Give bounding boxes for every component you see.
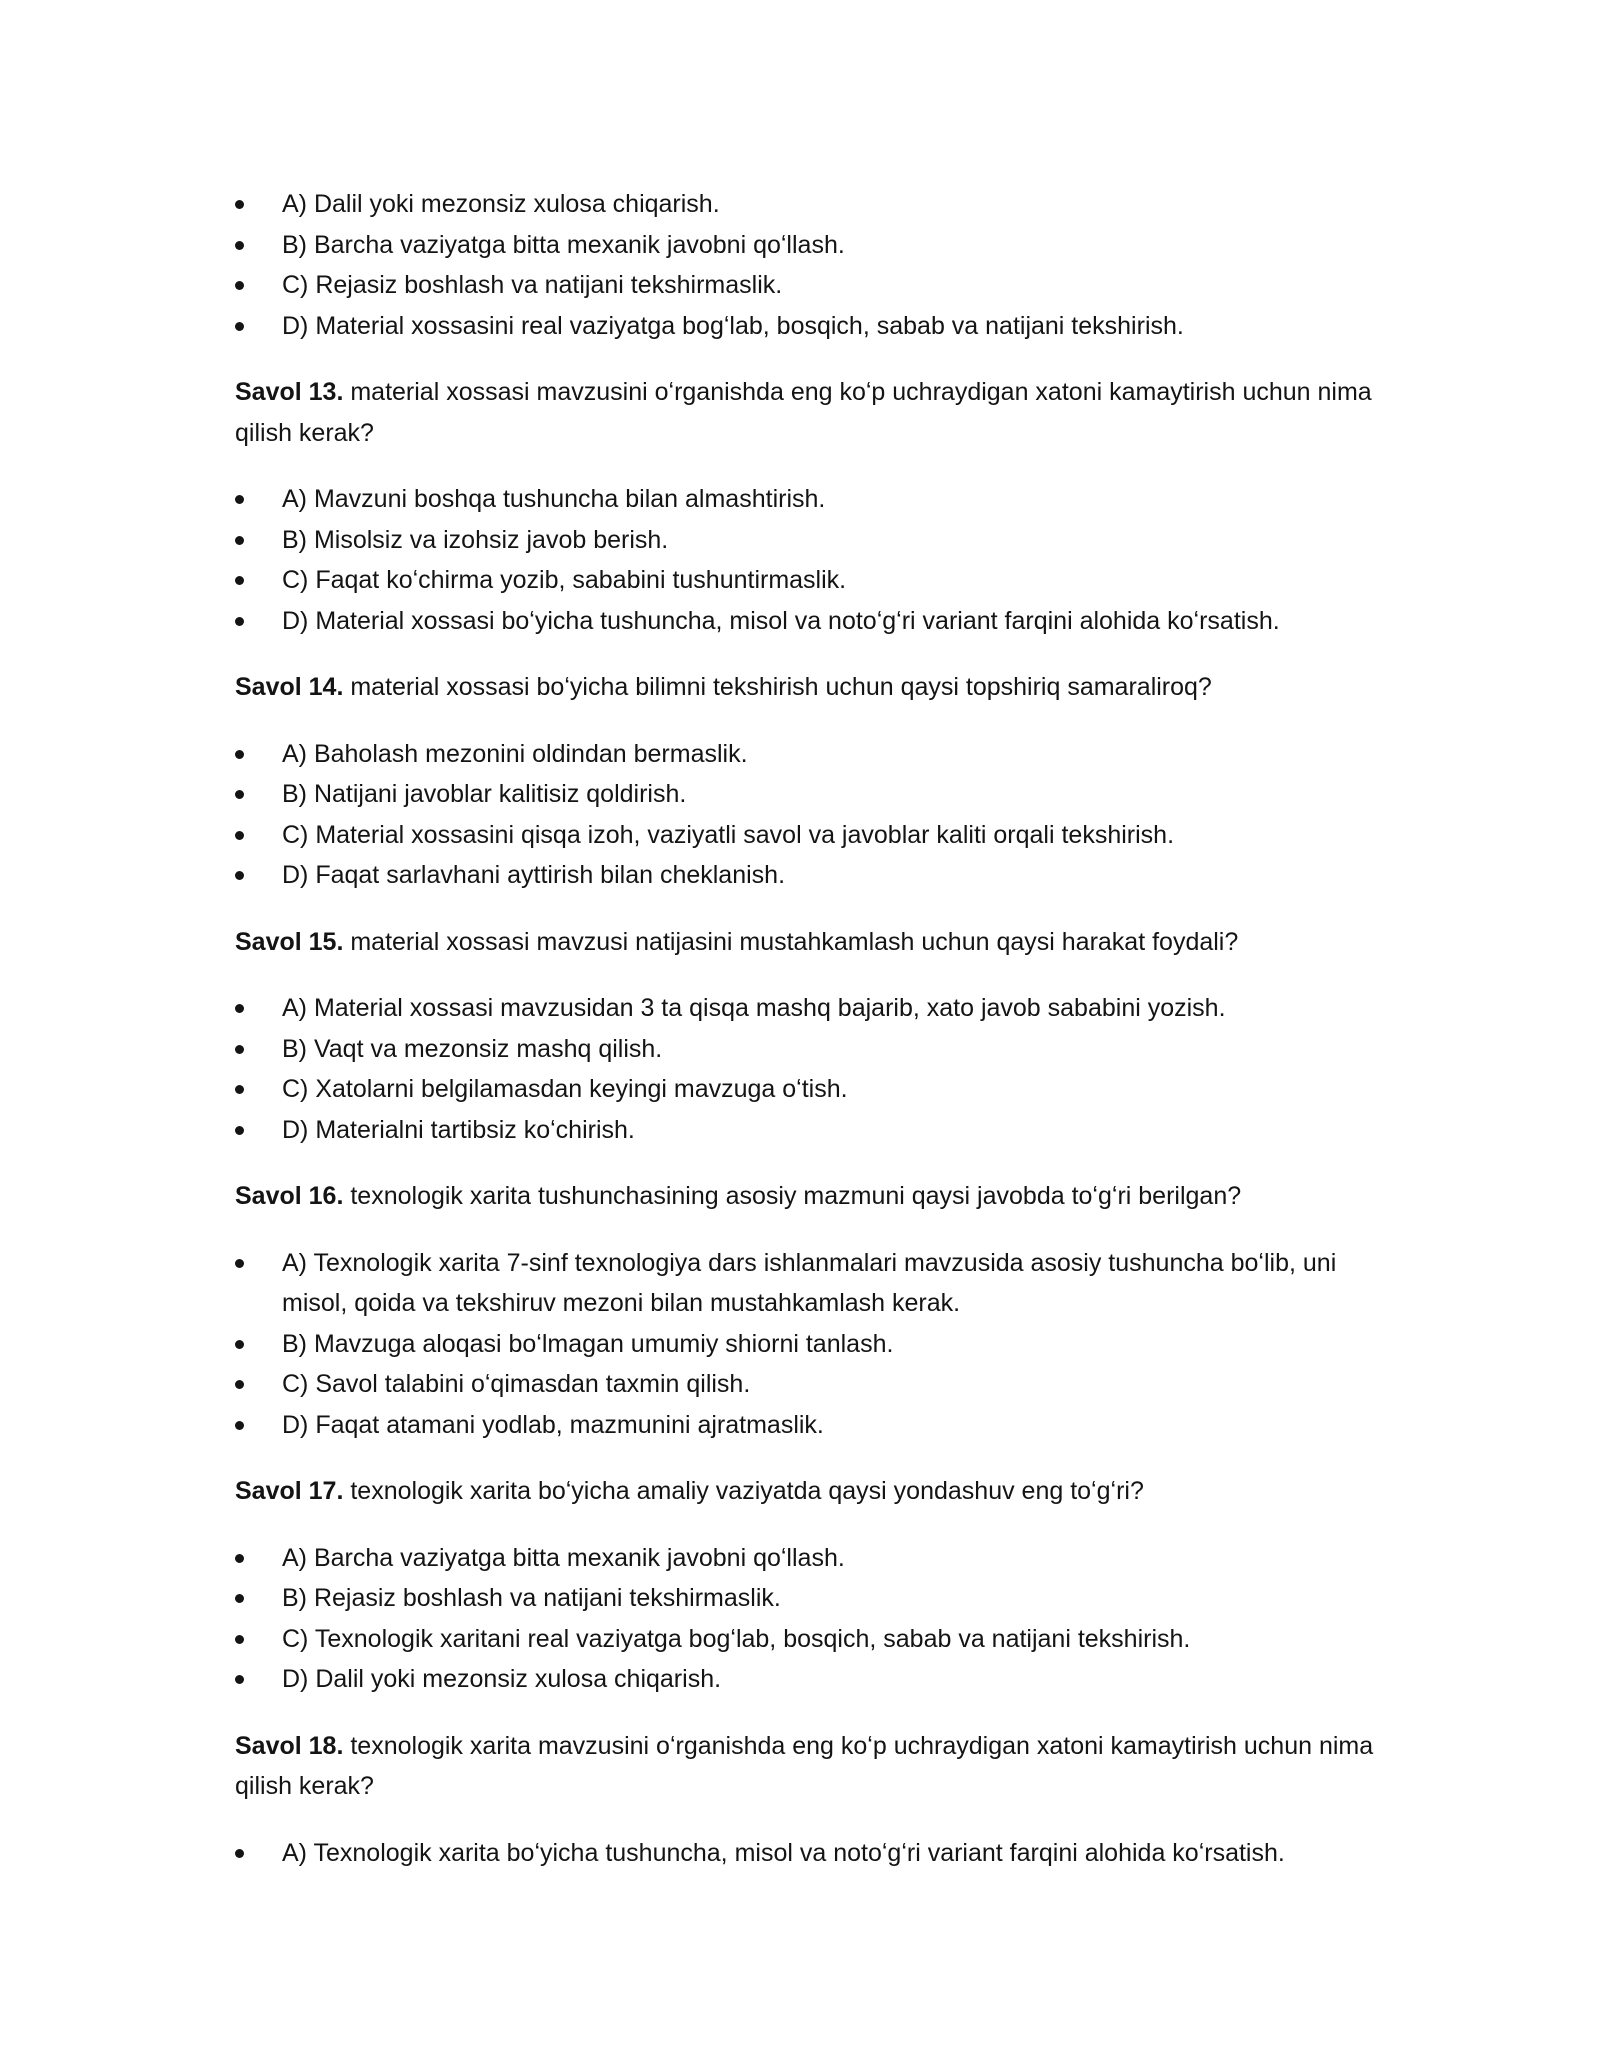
bullet-icon bbox=[235, 200, 244, 209]
answer-option bbox=[235, 734, 1385, 775]
answer-option-text: B) Mavzuga aloqasi boʻlmagan umumiy shiorni tanlash. bbox=[282, 1329, 894, 1358]
question-text: material xossasi boʻyicha bilimni tekshirish uchun qaysi topshiriq samaraliroq? bbox=[343, 673, 1212, 701]
bullet-icon bbox=[235, 1849, 244, 1858]
answer-options bbox=[235, 988, 1385, 1150]
answer-option-text: D) Faqat sarlavhani ayttirish bilan cheklanish. bbox=[282, 861, 786, 889]
answer-option bbox=[235, 225, 1385, 266]
bullet-icon bbox=[235, 1259, 244, 1268]
bullet-icon bbox=[235, 1380, 244, 1389]
bullet-icon bbox=[235, 576, 244, 585]
bullet-icon bbox=[235, 1085, 244, 1094]
answer-option bbox=[235, 560, 1385, 601]
answer-option bbox=[235, 1405, 1385, 1446]
question-label: Savol 18. bbox=[235, 1731, 344, 1760]
answer-option bbox=[235, 1659, 1385, 1700]
question-16 bbox=[235, 1176, 1385, 1217]
bullet-icon bbox=[235, 871, 244, 880]
answer-option-text: A) Baholash mezonini oldindan bermaslik. bbox=[282, 739, 748, 768]
question-13 bbox=[235, 372, 1385, 453]
answer-option-text: D) Material xossasini real vaziyatga bogʻlab, bosqich, sabab va natijani tekshirish. bbox=[282, 311, 1184, 340]
answer-option-text: C) Savol talabini oʻqimasdan taxmin qilish. bbox=[282, 1370, 751, 1398]
bullet-icon bbox=[235, 1594, 244, 1603]
question-label: Savol 14. bbox=[235, 673, 344, 701]
answer-option bbox=[235, 1110, 1385, 1151]
answer-option bbox=[235, 1029, 1385, 1070]
answer-option bbox=[235, 1324, 1385, 1365]
bullet-icon bbox=[235, 1675, 244, 1684]
bullet-icon bbox=[235, 281, 244, 290]
answer-option bbox=[235, 855, 1385, 896]
answer-option-text: B) Rejasiz boshlash va natijani tekshirmaslik. bbox=[282, 1584, 781, 1612]
answer-option bbox=[235, 265, 1385, 306]
question-text: texnologik xarita tushunchasining asosiy mazmuni qaysi javobda toʻgʻri berilgan? bbox=[343, 1182, 1242, 1210]
bullet-icon bbox=[235, 536, 244, 545]
answer-option-text: D) Material xossasi boʻyicha tushuncha, misol va notoʻgʻri variant farqini alohida koʻrsatish. bbox=[282, 606, 1280, 635]
question-text: material xossasi mavzusi natijasini mustahkamlash uchun qaysi harakat foydali? bbox=[343, 927, 1239, 956]
bullet-icon bbox=[235, 1045, 244, 1054]
answer-option bbox=[235, 479, 1385, 520]
question-text: material xossasi mavzusini oʻrganishda eng koʻp uchraydigan xatoni kamaytirish uchun nima qilish kerak? bbox=[235, 378, 1372, 447]
answer-option-text: C) Xatolarni belgilamasdan keyingi mavzuga oʻtish. bbox=[282, 1075, 848, 1103]
question-17 bbox=[235, 1471, 1385, 1512]
answer-options bbox=[235, 734, 1385, 896]
answer-option-text: C) Texnologik xaritani real vaziyatga bogʻlab, bosqich, sabab va natijani tekshirish. bbox=[282, 1624, 1191, 1653]
answer-options bbox=[235, 1833, 1385, 1874]
question-text: texnologik xarita boʻyicha amaliy vaziyatda qaysi yondashuv eng toʻgʻri? bbox=[343, 1477, 1144, 1505]
answer-option bbox=[235, 306, 1385, 347]
bullet-icon bbox=[235, 617, 244, 626]
bullet-icon bbox=[235, 1421, 244, 1430]
question-text: texnologik xarita mavzusini oʻrganishda eng koʻp uchraydigan xatoni kamaytirish uchun nima qilish kerak? bbox=[235, 1731, 1374, 1800]
bullet-icon bbox=[235, 1004, 244, 1013]
answer-options bbox=[235, 184, 1385, 346]
answer-option-text: A) Texnologik xarita boʻyicha tushuncha, misol va notoʻgʻri variant farqini alohida koʻrsatish. bbox=[282, 1838, 1285, 1867]
answer-option bbox=[235, 1243, 1385, 1324]
bullet-icon bbox=[235, 790, 244, 799]
answer-options bbox=[235, 1243, 1385, 1446]
answer-option bbox=[235, 988, 1385, 1029]
bullet-icon bbox=[235, 1340, 244, 1349]
answer-option bbox=[235, 774, 1385, 815]
bullet-icon bbox=[235, 1635, 244, 1644]
question-18 bbox=[235, 1726, 1385, 1807]
answer-option bbox=[235, 520, 1385, 561]
answer-option bbox=[235, 1538, 1385, 1579]
answer-option-text: D) Dalil yoki mezonsiz xulosa chiqarish. bbox=[282, 1665, 722, 1693]
answer-option-text: B) Misolsiz va izohsiz javob berish. bbox=[282, 525, 669, 554]
answer-option bbox=[235, 1069, 1385, 1110]
answer-options bbox=[235, 1538, 1385, 1700]
bullet-icon bbox=[235, 831, 244, 840]
question-label: Savol 15. bbox=[235, 927, 344, 956]
answer-option bbox=[235, 601, 1385, 642]
answer-option-text: A) Texnologik xarita 7-sinf texnologiya dars ishlanmalari mavzusida asosiy tushuncha boʻlib, uni misol, qoida va tekshiruv mezoni bilan mustahkamlash kerak. bbox=[282, 1248, 1337, 1317]
answer-option-text: B) Barcha vaziyatga bitta mexanik javobni qoʻllash. bbox=[282, 230, 845, 259]
answer-option-text: C) Material xossasini qisqa izoh, vaziyatli savol va javoblar kaliti orqali tekshirish. bbox=[282, 820, 1175, 849]
answer-option bbox=[235, 1364, 1385, 1405]
answer-option bbox=[235, 184, 1385, 225]
bullet-icon bbox=[235, 322, 244, 331]
question-label: Savol 13. bbox=[235, 378, 344, 406]
answer-option-text: B) Vaqt va mezonsiz mashq qilish. bbox=[282, 1034, 663, 1063]
answer-option-text: A) Barcha vaziyatga bitta mexanik javobni qoʻllash. bbox=[282, 1543, 845, 1572]
document-content bbox=[235, 184, 1385, 1873]
answer-option-text: A) Mavzuni boshqa tushuncha bilan almashtirish. bbox=[282, 485, 826, 513]
bullet-icon bbox=[235, 495, 244, 504]
question-label: Savol 17. bbox=[235, 1477, 344, 1505]
answer-option bbox=[235, 1619, 1385, 1660]
question-label: Savol 16. bbox=[235, 1182, 344, 1210]
answer-option-text: D) Faqat atamani yodlab, mazmunini ajratmaslik. bbox=[282, 1410, 824, 1439]
answer-option-text: B) Natijani javoblar kalitisiz qoldirish. bbox=[282, 780, 687, 808]
question-14 bbox=[235, 667, 1385, 708]
question-15 bbox=[235, 922, 1385, 963]
answer-option-text: C) Faqat koʻchirma yozib, sababini tushuntirmaslik. bbox=[282, 566, 847, 594]
answer-option bbox=[235, 815, 1385, 856]
bullet-icon bbox=[235, 241, 244, 250]
bullet-icon bbox=[235, 1126, 244, 1135]
answer-options bbox=[235, 479, 1385, 641]
answer-option-text: A) Material xossasi mavzusidan 3 ta qisqa mashq bajarib, xato javob sababini yozish. bbox=[282, 994, 1226, 1022]
answer-option-text: D) Materialni tartibsiz koʻchirish. bbox=[282, 1115, 635, 1144]
answer-option-text: A) Dalil yoki mezonsiz xulosa chiqarish. bbox=[282, 190, 720, 218]
answer-option-text: C) Rejasiz boshlash va natijani tekshirmaslik. bbox=[282, 271, 783, 299]
bullet-icon bbox=[235, 1554, 244, 1563]
answer-option bbox=[235, 1578, 1385, 1619]
answer-option bbox=[235, 1833, 1385, 1874]
bullet-icon bbox=[235, 750, 244, 759]
